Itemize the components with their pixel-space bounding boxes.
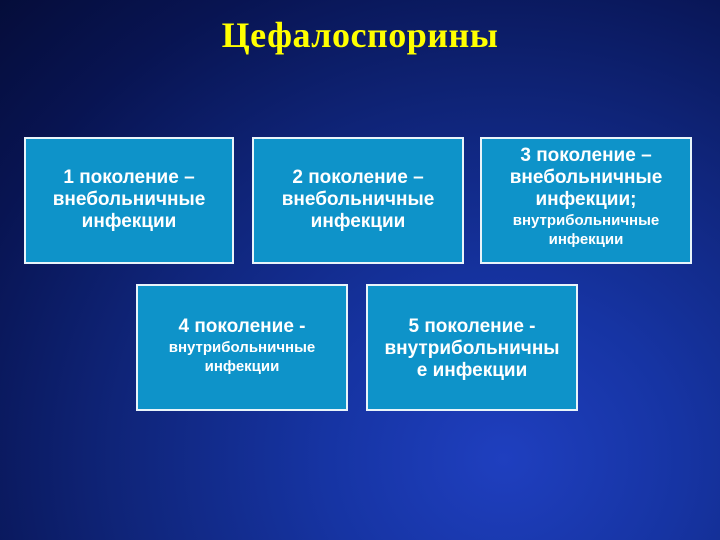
generation-3-line-4: внутрибольничные: [512, 212, 660, 229]
generation-4-line-2: внутрибольничные: [168, 339, 316, 356]
generation-2-line-3: инфекции: [310, 211, 406, 232]
generation-4-line-3: инфекции: [204, 358, 280, 375]
generation-5-heading: 5 поколение -: [408, 316, 536, 337]
generation-3-line-3: инфекции;: [535, 189, 637, 210]
generation-2-box: [252, 137, 464, 264]
generation-1-line-2: внебольничные: [52, 189, 206, 210]
generation-1-line-3: инфекции: [81, 211, 177, 232]
generation-5-line-2: внутрибольничны: [384, 338, 560, 359]
generation-2-line-2: внебольничные: [281, 189, 435, 210]
generation-5-box: [366, 284, 578, 411]
generation-4-heading: 4 поколение -: [178, 316, 306, 337]
generation-2-heading: 2 поколение –: [292, 167, 424, 188]
generation-3-line-5: инфекции: [548, 231, 624, 248]
generation-3-box: [480, 137, 692, 264]
generation-3-heading: 3 поколение –: [520, 145, 652, 166]
slide-title: Цефалоспорины: [221, 15, 499, 55]
generation-3-line-2: внебольничные: [509, 167, 663, 188]
generation-4-box: [136, 284, 348, 411]
generation-5-line-3: е инфекции: [416, 360, 528, 381]
generation-1-heading: 1 поколение –: [63, 167, 195, 188]
generation-1-box: [24, 137, 234, 264]
